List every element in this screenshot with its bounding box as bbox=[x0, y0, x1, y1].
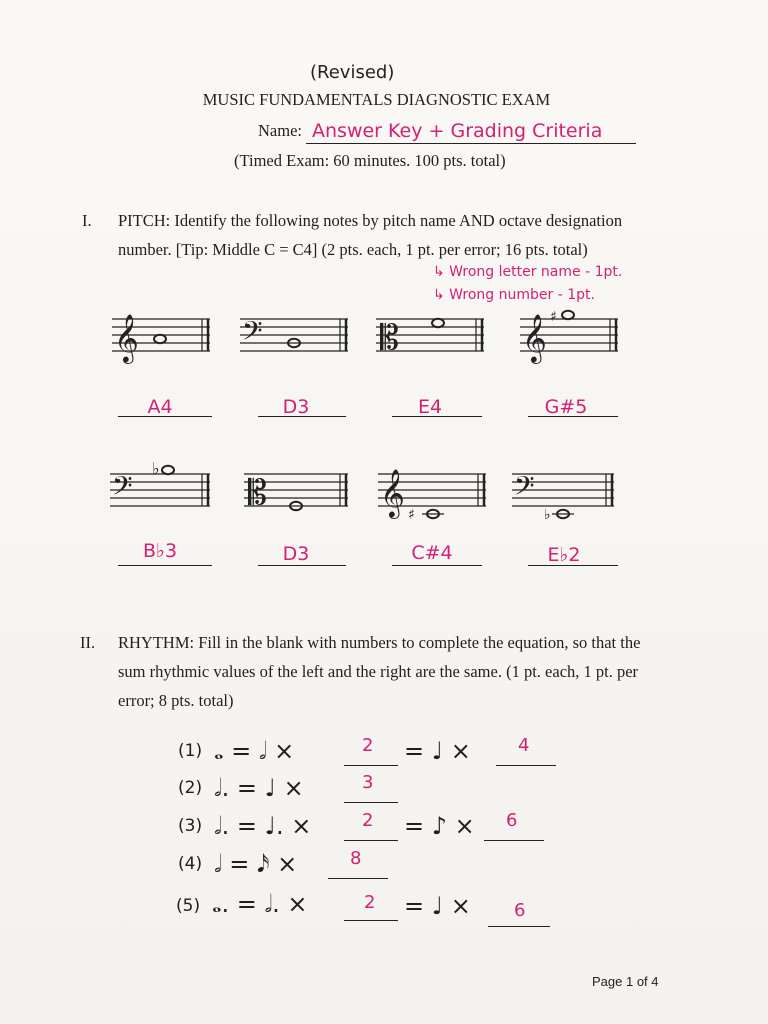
svg-text:♯: ♯ bbox=[550, 309, 557, 325]
answer-1: A4 bbox=[147, 396, 173, 418]
answer: 6 bbox=[514, 900, 526, 921]
rhythm-item-4 bbox=[178, 848, 578, 882]
blank-5 bbox=[118, 565, 212, 566]
staff-3 bbox=[376, 305, 486, 365]
timing-note: (Timed Exam: 60 minutes. 100 pts. total) bbox=[234, 151, 506, 170]
section2-line2: sum rhythmic values of the left and the right are the same. (1 pt. each, 1 pt. per bbox=[118, 662, 639, 681]
revised-note: (Revised) bbox=[310, 62, 395, 83]
rhythm-item-2 bbox=[178, 772, 578, 806]
item-label: (3) bbox=[178, 816, 203, 836]
staff-7 bbox=[378, 460, 488, 526]
svg-text:𝄡: 𝄡 bbox=[380, 318, 399, 358]
svg-text:𝄢: 𝄢 bbox=[514, 470, 535, 508]
section1-line2: number. [Tip: Middle C = C4] (2 pts. each, 1 pt. per error; 16 pts. total) bbox=[118, 240, 588, 259]
equation-glyphs: = ♪ × bbox=[404, 812, 475, 840]
staff-6 bbox=[244, 460, 350, 526]
staff-1 bbox=[112, 305, 212, 365]
equation-glyphs: 𝅗𝅥. = ♩. × bbox=[214, 812, 312, 840]
rhythm-item-1 bbox=[178, 735, 578, 769]
answer-3: E4 bbox=[417, 396, 443, 418]
answer: 3 bbox=[362, 772, 374, 793]
answer-6: D3 bbox=[282, 543, 310, 565]
staff-4 bbox=[520, 305, 620, 365]
name-answer: Answer Key + Grading Criteria bbox=[312, 120, 603, 142]
blank bbox=[484, 840, 544, 841]
blank bbox=[328, 878, 388, 879]
grading-note-number: ↳ Wrong number - 1pt. bbox=[433, 287, 595, 303]
equation-glyphs: 𝅗𝅥 = 𝅘𝅥𝅯 × bbox=[214, 850, 298, 878]
rhythm-item-5 bbox=[176, 888, 576, 922]
name-underline bbox=[306, 143, 636, 144]
blank bbox=[344, 920, 398, 921]
blank-6 bbox=[258, 565, 346, 566]
equation-glyphs: 𝅗𝅥. = ♩ × bbox=[214, 774, 304, 802]
answer-8: E♭2 bbox=[547, 544, 581, 566]
section2-numeral: II. bbox=[80, 633, 96, 652]
svg-text:𝄞: 𝄞 bbox=[380, 468, 405, 517]
item-label: (1) bbox=[178, 741, 203, 761]
answer-7: C#4 bbox=[411, 542, 453, 564]
answer: 2 bbox=[362, 735, 374, 756]
rhythm-item-3 bbox=[178, 810, 578, 844]
staff-8 bbox=[512, 460, 616, 526]
svg-text:𝄢: 𝄢 bbox=[242, 315, 263, 353]
section1-numeral: I. bbox=[82, 211, 92, 230]
svg-text:𝄞: 𝄞 bbox=[114, 313, 139, 362]
item-label: (2) bbox=[178, 778, 203, 798]
section2-line3: error; 8 pts. total) bbox=[118, 691, 234, 710]
answer: 2 bbox=[362, 810, 374, 831]
exam-title: MUSIC FUNDAMENTALS DIAGNOSTIC EXAM bbox=[202, 90, 551, 109]
blank bbox=[344, 840, 398, 841]
answer: 6 bbox=[506, 810, 518, 831]
name-label: Name: bbox=[258, 121, 302, 140]
answer-2: D3 bbox=[282, 396, 310, 418]
section1-line1: PITCH: Identify the following notes by pitch name AND octave designation bbox=[118, 211, 623, 230]
equation-glyphs: 𝅝. = 𝅗𝅥. × bbox=[212, 890, 308, 918]
answer-5: B♭3 bbox=[142, 540, 178, 562]
equation-glyphs: 𝅝 = 𝅗𝅥 × bbox=[214, 737, 295, 765]
answer: 4 bbox=[518, 735, 530, 756]
blank bbox=[344, 765, 398, 766]
svg-text:♭: ♭ bbox=[544, 507, 551, 523]
svg-text:♭: ♭ bbox=[152, 460, 160, 478]
item-label: (5) bbox=[176, 896, 201, 916]
blank bbox=[496, 765, 556, 766]
grading-note-letter: ↳ Wrong letter name - 1pt. bbox=[433, 264, 623, 280]
answer: 2 bbox=[364, 892, 376, 913]
equation-glyphs: = ♩ × bbox=[404, 737, 471, 765]
equation-glyphs: = ♩ × bbox=[404, 892, 471, 920]
svg-text:𝄞: 𝄞 bbox=[522, 313, 547, 362]
answer-4: G#5 bbox=[544, 396, 588, 418]
svg-text:𝄢: 𝄢 bbox=[112, 470, 133, 508]
item-label: (4) bbox=[178, 854, 203, 874]
blank-7 bbox=[392, 565, 482, 566]
answer: 8 bbox=[350, 848, 362, 869]
blank bbox=[344, 802, 398, 803]
section2-line1: RHYTHM: Fill in the blank with numbers to complete the equation, so that the bbox=[118, 633, 641, 652]
svg-text:♯: ♯ bbox=[408, 507, 415, 523]
blank bbox=[488, 926, 550, 927]
staff-2 bbox=[240, 305, 350, 365]
staff-5 bbox=[110, 460, 212, 520]
svg-text:𝄡: 𝄡 bbox=[248, 473, 267, 513]
page-number: Page 1 of 4 bbox=[592, 974, 659, 989]
